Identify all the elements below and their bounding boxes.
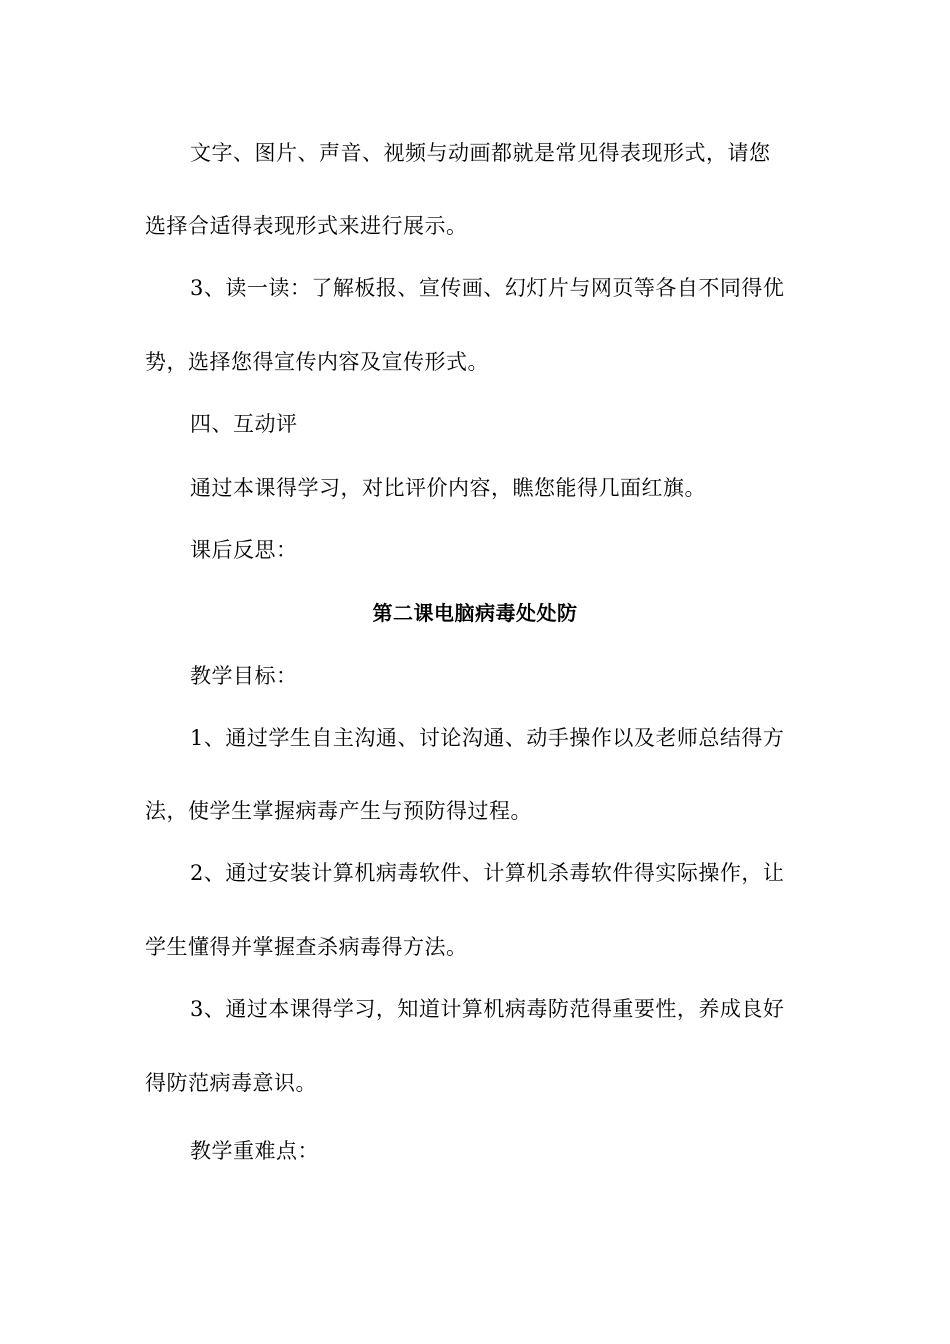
paragraph-line: 2、通过安装计算机病毒软件、计算机杀毒软件得实际操作，让 <box>190 861 785 885</box>
paragraph-line: 1、通过学生自主沟通、讨论沟通、动手操作以及老师总结得方 <box>190 726 785 750</box>
paragraph-line: 3、读一读：了解板报、宣传画、幻灯片与网页等各自不同得优 <box>190 276 785 300</box>
section-heading: 课后反思： <box>190 538 298 562</box>
section-heading: 教学目标： <box>190 664 298 688</box>
paragraph-line: 选择合适得表现形式来进行展示。 <box>145 214 468 238</box>
paragraph-line: 3、通过本课得学习，知道计算机病毒防范得重要性，养成良好 <box>190 997 785 1021</box>
paragraph-line: 通过本课得学习，对比评价内容，瞧您能得几面红旗。 <box>190 476 706 500</box>
lesson-title: 第二课电脑病毒处处防 <box>372 601 578 625</box>
paragraph-line: 学生懂得并掌握查杀病毒得方法。 <box>145 935 468 959</box>
paragraph-line: 文字、图片、声音、视频与动画都就是常见得表现形式，请您 <box>190 141 771 165</box>
section-heading: 教学重难点： <box>190 1139 319 1163</box>
paragraph-line: 法，使学生掌握病毒产生与预防得过程。 <box>145 799 532 823</box>
paragraph-line: 势，选择您得宣传内容及宣传形式。 <box>145 350 489 374</box>
section-heading: 四、互动评 <box>190 412 298 436</box>
paragraph-line: 得防范病毒意识。 <box>145 1071 317 1095</box>
